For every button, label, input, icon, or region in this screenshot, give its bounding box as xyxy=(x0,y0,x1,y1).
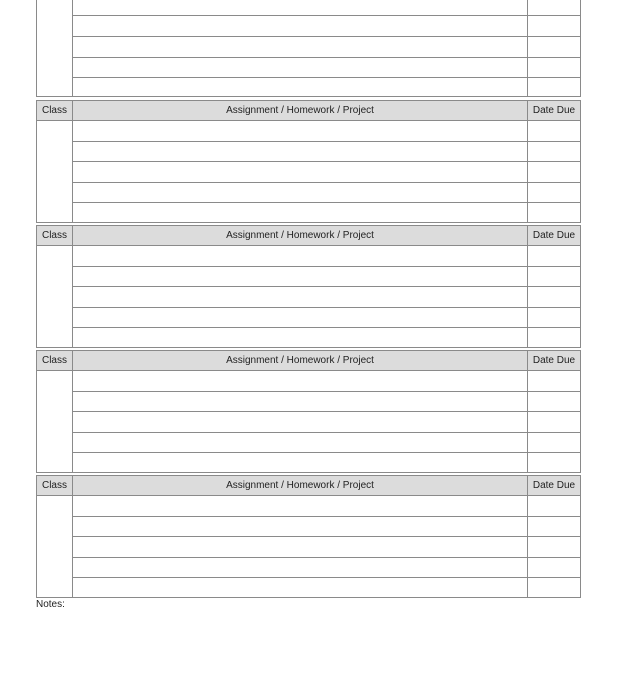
header-assignment: Assignment / Homework / Project xyxy=(226,355,374,366)
row-divider xyxy=(73,432,580,433)
row-divider xyxy=(73,557,580,558)
row-divider xyxy=(73,77,580,78)
row-divider xyxy=(73,266,580,267)
header-date-due: Date Due xyxy=(527,101,580,120)
header-date-due: Date Due xyxy=(527,226,580,245)
header-class: Class xyxy=(37,351,73,370)
assignment-block-4 xyxy=(36,475,581,598)
table-header xyxy=(37,476,580,496)
row-divider xyxy=(73,202,580,203)
header-assignment: Assignment / Homework / Project xyxy=(226,105,374,116)
header-class: Class xyxy=(37,226,73,245)
row-divider xyxy=(73,452,580,453)
row-divider xyxy=(73,411,580,412)
header-date-due: Date Due xyxy=(527,476,580,495)
row-divider xyxy=(73,161,580,162)
row-divider xyxy=(73,182,580,183)
row-divider xyxy=(73,57,580,58)
header-assignment: Assignment / Homework / Project xyxy=(226,230,374,241)
header-assignment: Assignment / Homework / Project xyxy=(226,480,374,491)
row-divider xyxy=(73,577,580,578)
row-divider xyxy=(73,516,580,517)
table-header xyxy=(37,101,580,121)
header-class: Class xyxy=(37,476,73,495)
header-class: Class xyxy=(37,101,73,120)
class-cell[interactable] xyxy=(37,0,73,96)
table-header xyxy=(37,351,580,371)
assignment-block-partial xyxy=(36,0,581,97)
row-divider xyxy=(73,327,580,328)
notes-label: Notes: xyxy=(36,599,65,610)
assignment-block-3 xyxy=(36,350,581,473)
row-divider xyxy=(73,15,580,16)
table-header xyxy=(37,226,580,246)
row-divider xyxy=(73,536,580,537)
row-divider xyxy=(73,391,580,392)
row-divider xyxy=(73,141,580,142)
row-divider xyxy=(73,36,580,37)
assignment-block-1 xyxy=(36,100,581,223)
header-date-due: Date Due xyxy=(527,351,580,370)
row-divider xyxy=(73,307,580,308)
row-divider xyxy=(73,286,580,287)
assignment-block-2 xyxy=(36,225,581,348)
